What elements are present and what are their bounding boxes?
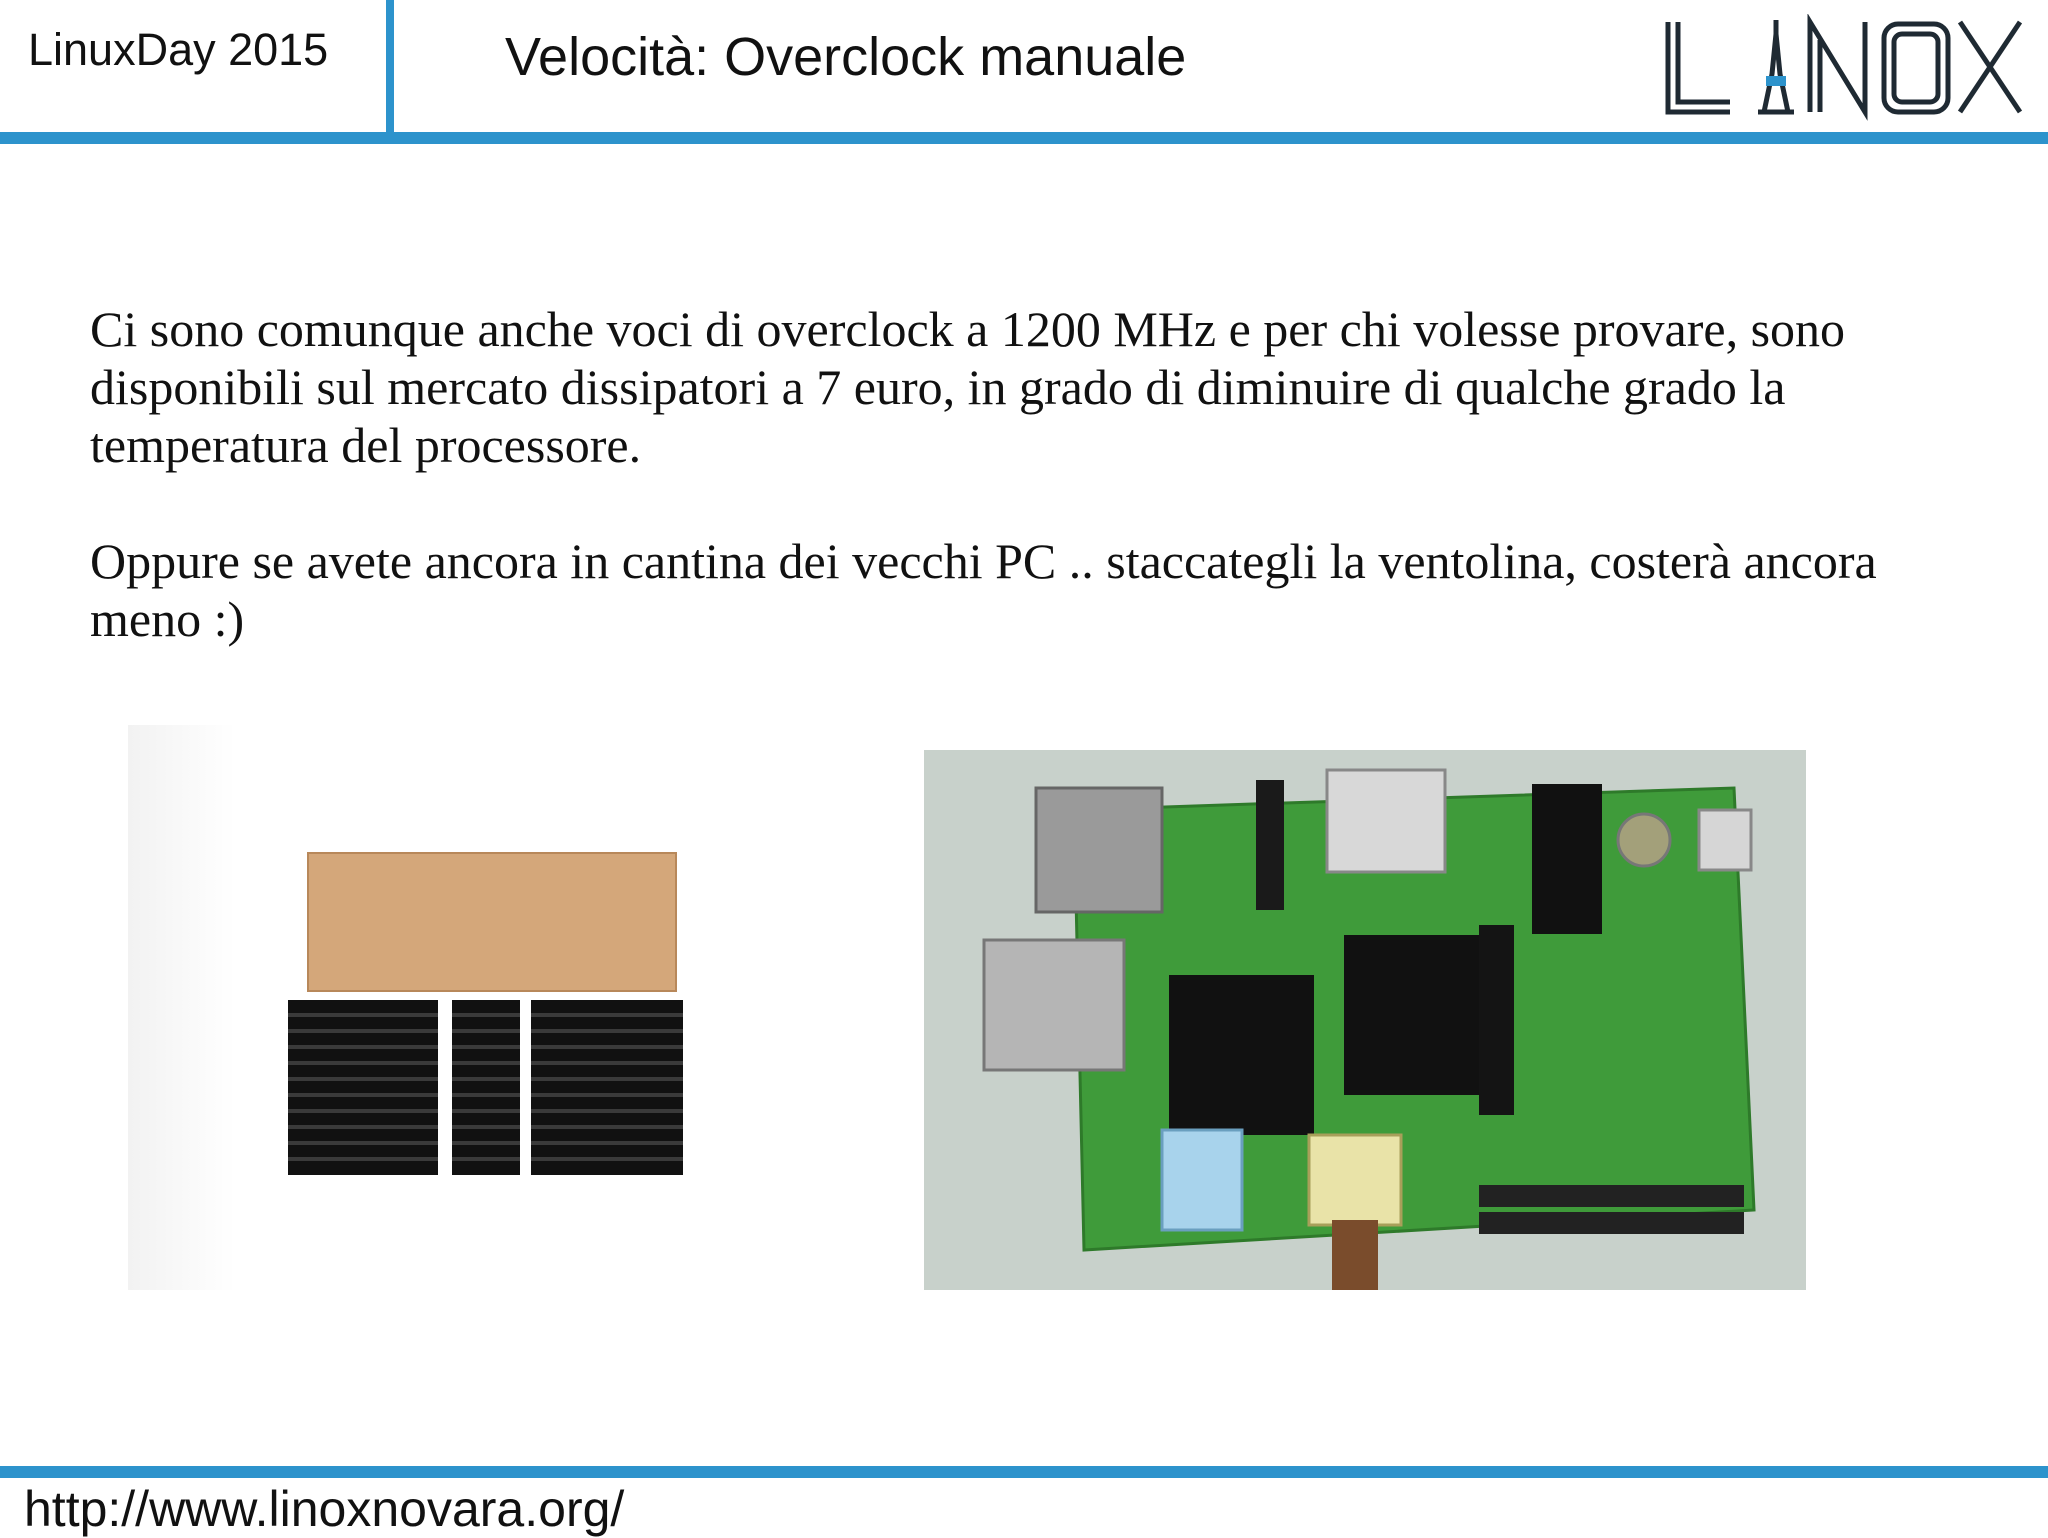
heatsink-medium (531, 1000, 683, 1175)
event-label: LinuxDay 2015 (28, 24, 329, 75)
paragraph-fan: Oppure se avete ancora in cantina dei vecchi PC .. staccategli la ventolina, costerà ancora meno :) (90, 533, 1877, 647)
footer-accent-bar (0, 1466, 2048, 1478)
ethernet-port (1036, 788, 1162, 912)
audio-jack (1162, 1130, 1242, 1230)
linox-logo (1660, 14, 2028, 122)
thermal-pad (308, 853, 676, 991)
heatsinks-photo (128, 725, 724, 1290)
heatsink-large (288, 1000, 438, 1175)
footer-url: http://www.linoxnovara.org/ (24, 1481, 625, 1537)
camera-connector (1479, 925, 1514, 1115)
header-divider (386, 0, 394, 132)
heatsink-soc (1169, 975, 1314, 1135)
video-jack (1309, 1135, 1401, 1225)
usb-port (984, 940, 1124, 1070)
heatsink-small (452, 1000, 520, 1175)
connector-strip (1256, 780, 1284, 910)
slide-header (0, 0, 2048, 132)
raspberry-pi-photo (924, 750, 1806, 1290)
paragraph-overclock: Ci sono comunque anche voci di overclock a 1200 MHz e per chi volesse provare, sono disponibili sul mercato dissipatori a 7 euro, in grado di diminuire di qualche grado la temperatura del processore. (90, 301, 1846, 473)
heatsink-top (1532, 784, 1602, 934)
capacitor (1618, 814, 1670, 866)
rca-connector (1332, 1220, 1378, 1290)
header-accent-bar (0, 132, 2048, 144)
hdmi-port (1327, 770, 1445, 872)
slide-body (90, 300, 1970, 706)
micro-usb-port (1699, 810, 1751, 870)
slide-title: Velocità: Overclock manuale (505, 27, 1187, 87)
